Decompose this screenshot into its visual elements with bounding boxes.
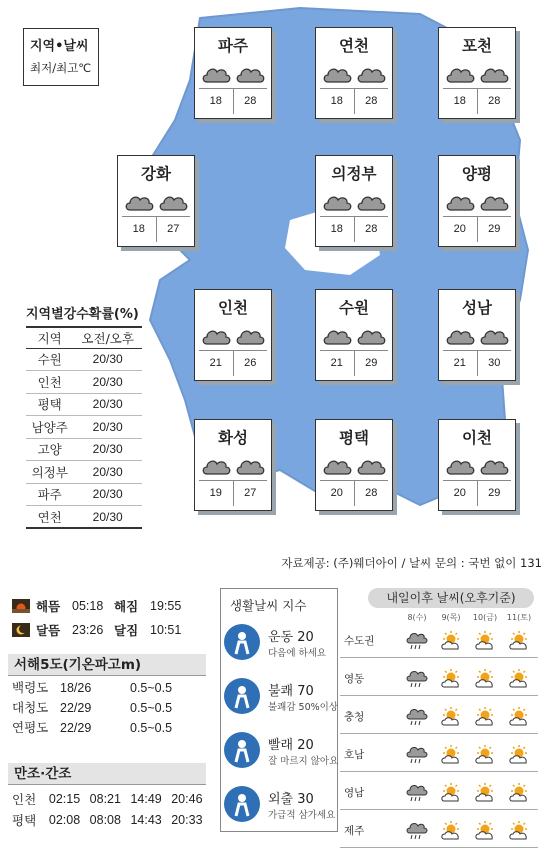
forecast-cell: [468, 630, 502, 652]
tide-place: 인천: [12, 792, 37, 807]
sunset-time: 19:55: [150, 599, 182, 613]
city-weather-icons: [439, 455, 515, 477]
sun-cloud-icon: [440, 668, 462, 690]
sun-cloud-icon: [440, 706, 462, 728]
min-temp: 20: [320, 481, 355, 506]
life-index-desc: 불쾌감 50%이상: [268, 701, 339, 713]
exercise-icon: [224, 624, 260, 660]
city-temps: [320, 88, 388, 114]
cloud-icon: [201, 455, 231, 477]
wave-height: 0.5~0.5: [130, 681, 173, 695]
forecast-cell: [434, 668, 468, 690]
life-index-desc: 가급적 삼가세요: [268, 809, 336, 821]
cloud-icon: [322, 63, 352, 85]
forecast-cell: [434, 706, 468, 728]
forecast-cell: [434, 782, 468, 804]
wave-place: 대청도: [12, 700, 49, 715]
forecast-cell: [502, 630, 536, 652]
city-card: [315, 289, 393, 381]
cloud-icon: [356, 325, 386, 347]
city-weather-icons: [316, 63, 392, 85]
max-temp: 28: [488, 95, 501, 107]
table-row: [26, 416, 142, 439]
sun-cloud-icon: [508, 782, 530, 804]
city-temps: [199, 88, 267, 114]
forecast-cell: [400, 668, 434, 690]
wave-section-title: 서해5도(기온파고m): [8, 654, 206, 676]
rain-region: 의정부: [26, 461, 73, 484]
wave-place: 백령도: [12, 680, 49, 695]
discomfort-icon: [224, 678, 260, 714]
forecast-region: 수도권: [344, 635, 375, 647]
city-weather-icons: [316, 191, 392, 213]
max-temp: 28: [365, 95, 378, 107]
forecast-row: [340, 738, 538, 772]
life-index-name: 빨래 20: [268, 737, 314, 753]
city-temps: [320, 480, 388, 506]
life-index-item: [221, 723, 337, 777]
cloud-icon: [235, 455, 265, 477]
life-index-item: [221, 615, 337, 669]
cloud-icon: [479, 63, 509, 85]
tide-table: [12, 789, 212, 831]
sunrise-time: 05:18: [72, 599, 104, 613]
table-row: [12, 810, 212, 831]
forecast-row: [340, 662, 538, 696]
life-index-text: [268, 788, 335, 821]
city-weather-icons: [118, 191, 194, 213]
min-temp: 20: [443, 481, 478, 506]
rain-probability-table: [26, 303, 142, 529]
city-temps: [199, 350, 267, 376]
rain-value: 20/30: [73, 461, 142, 484]
city-card: [315, 155, 393, 247]
max-temp: 29: [488, 487, 501, 499]
data-source: 자료제공: (주)웨더아이 / 날씨 문의 : 국번 없이 131: [281, 556, 542, 570]
forecast-cell: [502, 782, 536, 804]
cloud-icon: [445, 191, 475, 213]
forecast-day: 11(토): [506, 613, 532, 622]
tide-time: 02:08: [48, 813, 81, 827]
forecast-cell: [468, 744, 502, 766]
forecast-region: 호남: [344, 749, 365, 761]
table-row: [26, 348, 142, 371]
tide-time: 08:21: [89, 792, 121, 806]
cloud-icon: [201, 325, 231, 347]
sun-cloud-icon: [440, 782, 462, 804]
sun-cloud-icon: [474, 820, 496, 842]
wave-temp: 22/29: [60, 701, 92, 715]
cloud-icon: [479, 455, 509, 477]
city-temps: [443, 350, 511, 376]
forecast-cell: [502, 744, 536, 766]
rain-cloud-icon: [406, 820, 428, 842]
sunset-label: 해짐: [114, 599, 139, 614]
sun-cloud-icon: [508, 706, 530, 728]
city-weather-icons: [316, 455, 392, 477]
forecast-day: 10(금): [472, 613, 498, 622]
cloud-icon: [445, 63, 475, 85]
city-temps: [320, 216, 388, 242]
moonrise-label: 달뜸: [36, 623, 61, 638]
city-card: [315, 27, 393, 119]
life-index-desc: 잘 마르지 않아요: [268, 755, 339, 767]
forecast-cell: [468, 782, 502, 804]
min-temp: 21: [199, 351, 234, 376]
forecast-day: 8(수): [407, 613, 427, 622]
table-row: [26, 393, 142, 416]
forecast-title: 내일이후 날씨(오후기준): [368, 588, 534, 608]
forecast-row: [340, 814, 538, 848]
forecast-cell: [434, 630, 468, 652]
city-name: 이천: [462, 429, 492, 447]
min-temp: 19: [199, 481, 234, 506]
rain-value: 20/30: [73, 438, 142, 461]
forecast-row: [340, 700, 538, 734]
sunrise-label: 해뜸: [36, 599, 61, 614]
table-row: [26, 371, 142, 394]
forecast-cell: [502, 820, 536, 842]
wave-place: 연평도: [12, 720, 49, 735]
cloud-icon: [201, 63, 231, 85]
sunrise-icon: [12, 599, 30, 613]
max-temp: 30: [488, 357, 501, 369]
legend-subtitle: 최저/최고℃: [30, 61, 92, 75]
life-index-text: [268, 680, 338, 713]
city-name: 화성: [218, 429, 248, 447]
cloud-icon: [445, 455, 475, 477]
sun-cloud-icon: [474, 782, 496, 804]
moonrise-time: 23:26: [72, 623, 104, 637]
wave-height: 0.5~0.5: [130, 701, 173, 715]
cloud-icon: [479, 325, 509, 347]
city-name: 강화: [141, 165, 171, 183]
table-row: [12, 678, 202, 698]
cloud-icon: [356, 191, 386, 213]
forecast-region: 제주: [344, 825, 365, 837]
forecast-row: [340, 776, 538, 810]
city-card: [438, 289, 516, 381]
sun-moon-times: [12, 594, 202, 642]
sun-cloud-icon: [508, 668, 530, 690]
forecast-cell: [400, 744, 434, 766]
rain-cloud-icon: [406, 782, 428, 804]
cloud-icon: [158, 191, 188, 213]
sun-cloud-icon: [440, 630, 462, 652]
min-temp: 20: [443, 217, 478, 242]
cloud-icon: [235, 63, 265, 85]
city-name: 평택: [339, 429, 369, 447]
forecast-cell: [468, 706, 502, 728]
max-temp: 28: [365, 223, 378, 235]
city-card: [194, 419, 272, 511]
city-temps: [443, 216, 511, 242]
life-index-name: 외출 30: [268, 791, 314, 807]
moonset-label: 달짐: [114, 623, 139, 638]
forecast-cell: [400, 706, 434, 728]
city-name: 성남: [462, 299, 492, 317]
moonrise-icon: [12, 623, 30, 637]
life-index-name: 불쾌 70: [268, 683, 314, 699]
rain-region: 파주: [26, 483, 73, 506]
rain-value: 20/30: [73, 416, 142, 439]
tide-time: 02:15: [48, 792, 81, 806]
rain-value: 20/30: [73, 393, 142, 416]
table-row: [26, 506, 142, 529]
life-index-desc: 다음에 하세요: [268, 647, 327, 659]
max-temp: 28: [244, 95, 257, 107]
forecast-region: 영남: [344, 787, 365, 799]
cloud-icon: [235, 325, 265, 347]
city-card: [438, 155, 516, 247]
tide-time: 08:08: [89, 813, 121, 827]
cloud-icon: [124, 191, 154, 213]
cloud-icon: [322, 325, 352, 347]
rain-title: 지역별강수확률(%): [26, 307, 139, 322]
max-temp: 28: [365, 487, 378, 499]
table-row: [12, 718, 202, 738]
forecast-cell: [502, 706, 536, 728]
forecast-day: 9(목): [441, 613, 461, 622]
min-temp: 18: [199, 89, 234, 114]
city-temps: [122, 216, 190, 242]
forecast-cell: [468, 820, 502, 842]
rain-value: 20/30: [73, 483, 142, 506]
life-index-text: [268, 734, 338, 767]
rain-region: 수원: [26, 348, 73, 371]
max-temp: 27: [167, 223, 180, 235]
city-card: [194, 289, 272, 381]
rain-header-region: 지역: [26, 327, 73, 348]
table-row: [26, 438, 142, 461]
life-index-name: 운동 20: [268, 629, 314, 645]
max-temp: 26: [244, 357, 257, 369]
tide-time: 20:33: [171, 813, 203, 827]
cloud-icon: [356, 63, 386, 85]
rain-cloud-icon: [406, 744, 428, 766]
sun-cloud-icon: [474, 744, 496, 766]
city-name: 의정부: [331, 165, 377, 183]
city-name: 양평: [462, 165, 492, 183]
table-row: [12, 789, 212, 810]
sun-cloud-icon: [440, 820, 462, 842]
laundry-icon: [224, 732, 260, 768]
city-name: 포천: [462, 37, 492, 55]
tide-section-title: 만조·간조: [8, 763, 206, 785]
forecast-cell: [434, 744, 468, 766]
min-temp: 18: [320, 217, 355, 242]
rain-region: 고양: [26, 438, 73, 461]
city-card: [315, 419, 393, 511]
sun-cloud-icon: [474, 668, 496, 690]
wave-temp: 22/29: [60, 721, 92, 735]
tide-time: 14:49: [130, 792, 162, 806]
life-index-text: [268, 626, 326, 659]
life-index-item: [221, 669, 337, 723]
city-weather-icons: [439, 63, 515, 85]
rain-value: 20/30: [73, 371, 142, 394]
wave-height: 0.5~0.5: [130, 721, 173, 735]
city-temps: [443, 480, 511, 506]
sun-cloud-icon: [508, 820, 530, 842]
rain-region: 인천: [26, 371, 73, 394]
city-weather-icons: [316, 325, 392, 347]
rain-region: 연천: [26, 506, 73, 529]
min-temp: 18: [122, 217, 157, 242]
forecast-cell: [502, 668, 536, 690]
table-row: [26, 461, 142, 484]
min-temp: 21: [320, 351, 355, 376]
cloud-icon: [356, 455, 386, 477]
forecast-cell: [434, 820, 468, 842]
city-weather-icons: [195, 455, 271, 477]
wave-table: [12, 678, 202, 738]
city-card: [117, 155, 195, 247]
sun-cloud-icon: [508, 630, 530, 652]
min-temp: 18: [443, 89, 478, 114]
rain-value: 20/30: [73, 348, 142, 371]
moon-row: [12, 618, 202, 642]
cloud-icon: [445, 325, 475, 347]
life-title: 생활날씨 지수: [230, 598, 307, 613]
rain-region: 남양주: [26, 416, 73, 439]
tide-time: 14:43: [130, 813, 162, 827]
table-row: [26, 483, 142, 506]
min-temp: 21: [443, 351, 478, 376]
city-card: [194, 27, 272, 119]
rain-cloud-icon: [406, 630, 428, 652]
min-temp: 18: [320, 89, 355, 114]
city-card: [438, 419, 516, 511]
cloud-icon: [322, 191, 352, 213]
city-weather-icons: [439, 325, 515, 347]
forecast-days: [400, 612, 536, 623]
city-weather-icons: [439, 191, 515, 213]
life-index-panel: [220, 588, 338, 832]
life-index-item: [221, 777, 337, 831]
cloud-icon: [479, 191, 509, 213]
forecast-cell: [400, 782, 434, 804]
rain-cloud-icon: [406, 706, 428, 728]
legend-box: [23, 28, 99, 86]
cloud-icon: [322, 455, 352, 477]
rain-value: 20/30: [73, 506, 142, 529]
forecast-region: 충청: [344, 711, 365, 723]
city-temps: [320, 350, 388, 376]
forecast-row: [340, 624, 538, 658]
forecast-cell: [400, 820, 434, 842]
sun-cloud-icon: [440, 744, 462, 766]
sun-cloud-icon: [474, 630, 496, 652]
rain-cloud-icon: [406, 668, 428, 690]
city-card: [438, 27, 516, 119]
tide-place: 평택: [12, 813, 37, 828]
city-weather-icons: [195, 325, 271, 347]
outing-icon: [224, 786, 260, 822]
sun-row: [12, 594, 202, 618]
forecast-region: 영동: [344, 673, 365, 685]
city-temps: [199, 480, 267, 506]
sun-cloud-icon: [508, 744, 530, 766]
city-weather-icons: [195, 63, 271, 85]
max-temp: 29: [488, 223, 501, 235]
wave-temp: 18/26: [60, 681, 92, 695]
tide-time: 20:46: [171, 792, 203, 806]
city-name: 수원: [339, 299, 369, 317]
rain-region: 평택: [26, 393, 73, 416]
max-temp: 29: [365, 357, 378, 369]
city-name: 연천: [339, 37, 369, 55]
rain-header-value: 오전/오후: [73, 327, 142, 348]
moonset-time: 10:51: [150, 623, 182, 637]
forecast-cell: [468, 668, 502, 690]
sun-cloud-icon: [474, 706, 496, 728]
city-temps: [443, 88, 511, 114]
forecast-cell: [400, 630, 434, 652]
max-temp: 27: [244, 487, 257, 499]
table-row: [12, 698, 202, 718]
legend-title: 지역•날씨: [30, 39, 89, 54]
city-name: 파주: [218, 37, 248, 55]
city-name: 인천: [218, 299, 248, 317]
